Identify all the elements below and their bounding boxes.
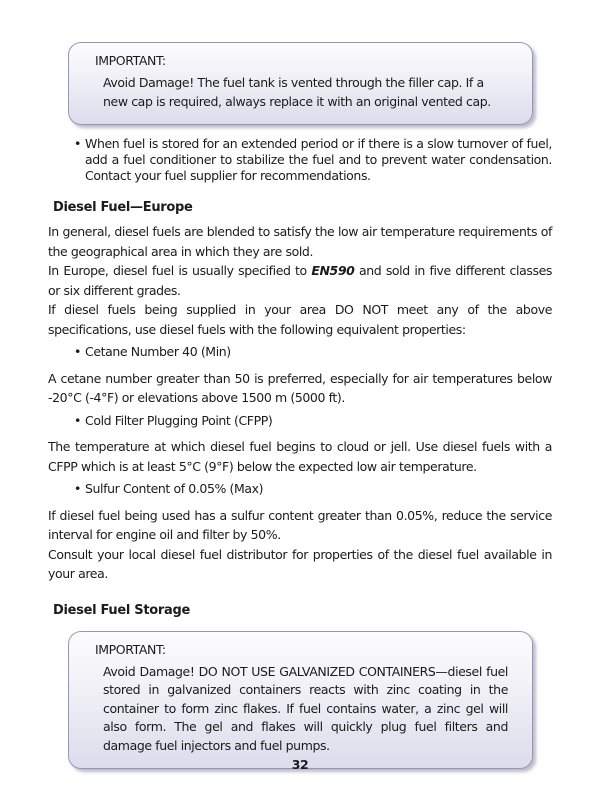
section-heading-diesel-fuel-europe: Diesel Fuel—Europe: [53, 200, 193, 215]
paragraph-blended: In general, diesel fuels are blended to satisfy the low air temperature requirements of the geographical area in which they are sold.: [48, 224, 552, 259]
page-content: [0, 42, 600, 769]
list-item-text: When fuel is stored for an extended period or if there is a slow turnover of fuel, add a fuel conditioner to stabilize the fuel and to prevent water condensation. Contact your fuel supplier for recommendations.: [85, 136, 552, 183]
notice-label: IMPORTANT:: [95, 53, 166, 68]
paragraph-en590-post: and sold in five different classes or six different grades.: [48, 263, 552, 298]
notice-fuel-cap: [68, 42, 533, 125]
bullet-icon: •: [74, 136, 81, 151]
paragraph-cetane: A cetane number greater than 50 is preferred, especially for air temperatures below -20°C (-4°F) or elevations above 1500 m (5000 ft).: [48, 370, 552, 405]
section-heading-diesel-fuel-storage: Diesel Fuel Storage: [53, 602, 191, 618]
bullet-icon: •: [74, 344, 81, 359]
paragraph-consult: Consult your local diesel fuel distributor for properties of the diesel fuel available in your area.: [48, 546, 552, 581]
page-number: 32: [291, 757, 309, 772]
spec-code-en590: EN590: [311, 263, 355, 278]
notice-body: Avoid Damage! The fuel tank is vented through the filler cap. If a new cap is required, always replace it with an original vented cap.: [103, 75, 491, 109]
paragraph-en590-pre: In Europe, diesel fuel is usually specified to: [48, 263, 312, 278]
list-item-text: Cetane Number 40 (Min): [85, 344, 231, 359]
list-item-cetane: [74, 342, 552, 362]
bullet-icon: •: [74, 481, 81, 496]
list-item-text: Sulfur Content of 0.05% (Max): [85, 481, 264, 496]
notice-galvanized-containers: [68, 631, 533, 770]
paragraph-en590: [48, 261, 552, 300]
bullet-icon: •: [74, 412, 81, 428]
list-item-cfpp: [74, 411, 552, 431]
paragraph-equivalent-properties: If diesel fuels being supplied in your area DO NOT meet any of the above specifications, use diesel fuels with the following equivalent properties:: [48, 302, 552, 337]
paragraph-sulfur: If diesel fuel being used has a sulfur content greater than 0.05%, reduce the service interval for engine oil and filter by 50%.: [48, 507, 552, 542]
notice-label: IMPORTANT:: [95, 641, 166, 657]
notice-body: Avoid Damage! DO NOT USE GALVANIZED CONTAINERS—diesel fuel stored in galvanized containers reacts with zinc coating in the container to form zinc flakes. If fuel contains water, a zinc gel will also form. The gel and flakes will quickly plug fuel filters and damage fuel injectors and fuel pumps.: [103, 663, 508, 753]
list-item-sulfur: [74, 479, 552, 499]
list-item-text: Cold Filter Plugging Point (CFPP): [85, 412, 273, 428]
list-item-fuel-conditioner: [74, 136, 552, 184]
paragraph-cfpp: The temperature at which diesel fuel begins to cloud or jell. Use diesel fuels with a CFPP which is at least 5°C (9°F) below the expected low air temperature.: [48, 439, 552, 474]
